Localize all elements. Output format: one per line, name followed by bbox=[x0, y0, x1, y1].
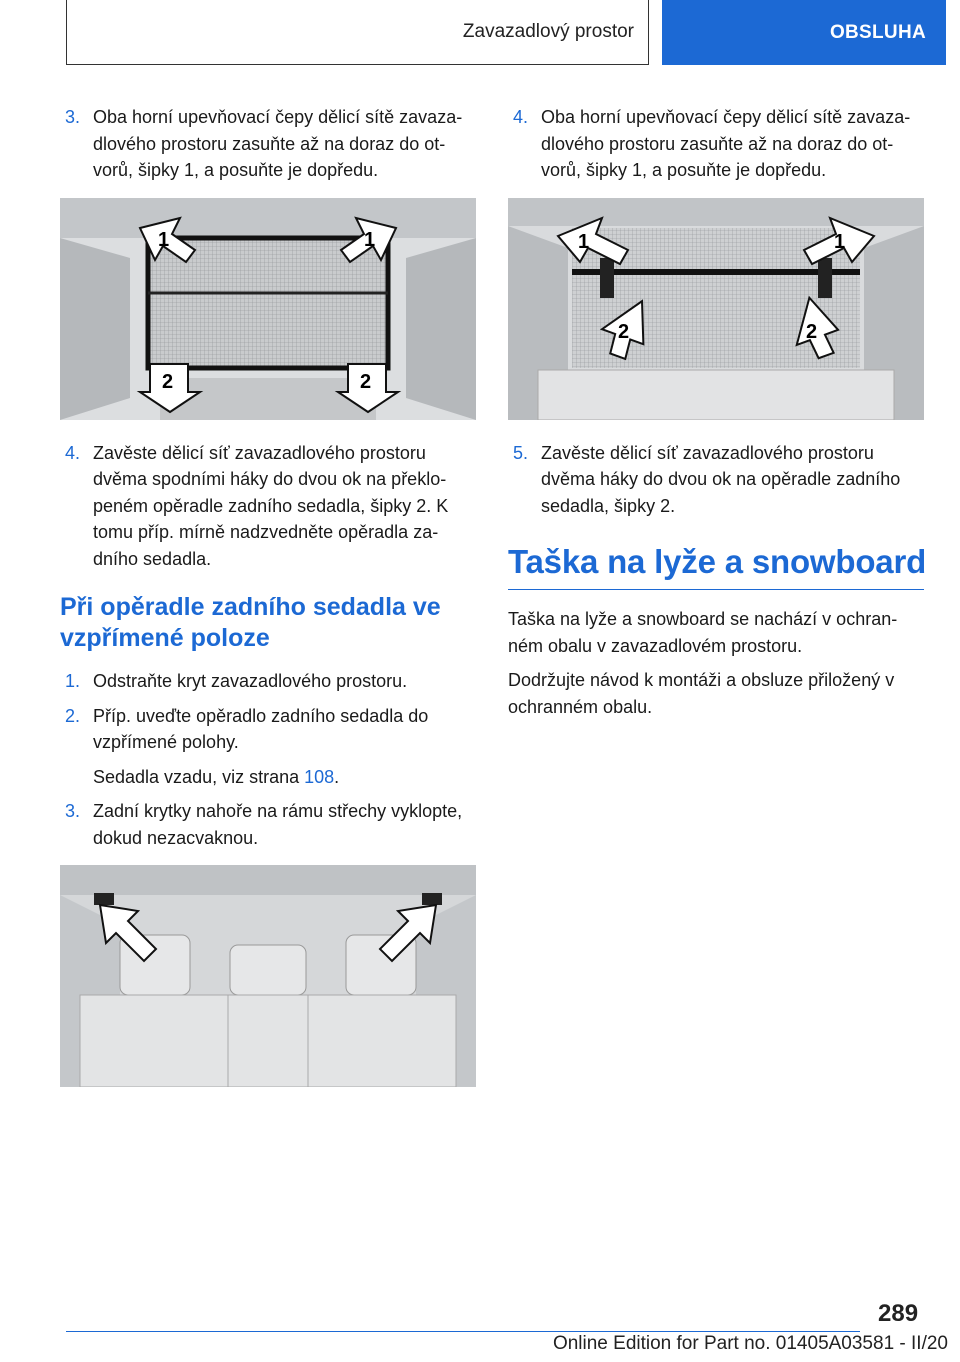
step-item bbox=[60, 668, 476, 695]
step-item bbox=[508, 440, 924, 520]
step-text: Zadní krytky nahoře na rámu střechy vyklopte, dokud nezacvaknou. bbox=[93, 801, 463, 848]
section-title: Zavazadlový prostor bbox=[462, 21, 634, 42]
step-text: Oba horní upevňovací čepy dělicí sítě zavazadlového prostoru zasuňte až na doraz do otvorů, šipky 1, a posuňte je dopředu. bbox=[93, 107, 463, 180]
arrow-label: 1 bbox=[158, 228, 170, 251]
right-column bbox=[508, 104, 927, 728]
header-chapter-box bbox=[662, 0, 946, 65]
chapter-heading: Taška na lyže a snowboard bbox=[508, 543, 924, 590]
arrow-label: 2 bbox=[162, 370, 174, 393]
section-heading: Při opěradle zadního sedadla ve vzpřímené poloze bbox=[60, 593, 441, 652]
reference-text: Sedadla vzadu, viz strana bbox=[93, 766, 305, 787]
cross-reference bbox=[60, 764, 476, 791]
cargo-net-illustration bbox=[60, 198, 476, 420]
step-text: Zavěste dělicí síť zavazadlového prostoru dvěma spodními háky do dvou ok na překlopeném opěradle zadního sedadla, šipky 2. K tomu příp. mírně nadzvedněte opěradla zadního sedadla. bbox=[93, 442, 449, 569]
step-number: 5. bbox=[513, 442, 529, 463]
arrow-label: 1 bbox=[578, 230, 590, 253]
edition-note: Online Edition for Part no. 01405A03581 - II/20 bbox=[552, 1333, 948, 1354]
arrow-label: 2 bbox=[806, 320, 818, 343]
step-item bbox=[60, 798, 476, 851]
roof-cover-illustration bbox=[60, 865, 476, 1087]
step-item bbox=[60, 703, 476, 756]
arrow-label: 2 bbox=[618, 320, 630, 343]
figure-roof-covers bbox=[60, 865, 476, 1087]
page-link[interactable]: 108 bbox=[304, 766, 335, 787]
step-text: Oba horní upevňovací čepy dělicí sítě zavazadlového prostoru zasuňte až na doraz do otvorů, šipky 1, a posuňte je dopředu. bbox=[541, 107, 911, 180]
step-number: 3. bbox=[65, 107, 81, 127]
step-number: 4. bbox=[513, 107, 529, 127]
step-number: 3. bbox=[65, 801, 81, 821]
step-text: Odstraňte kryt zavazadlového prostoru. bbox=[93, 671, 408, 691]
step-text: Zavěste dělicí síť zavazadlového prostoru dvěma háky do dvou ok na opěradle zadního sedadla, šipky 2. bbox=[541, 442, 901, 516]
step-number: 1. bbox=[65, 671, 81, 691]
header-section-box bbox=[66, 0, 649, 65]
step-item bbox=[60, 104, 476, 184]
arrow-label: 2 bbox=[360, 370, 372, 393]
figure-partition-net-upright bbox=[508, 198, 924, 420]
step-number: 4. bbox=[65, 442, 81, 463]
cargo-net-upright-illustration bbox=[508, 198, 924, 420]
chapter-title: OBSLUHA bbox=[829, 21, 926, 43]
figure-partition-net-folded bbox=[60, 198, 476, 420]
step-item bbox=[60, 440, 476, 573]
arrow-label: 1 bbox=[834, 230, 846, 253]
paragraph: Taška na lyže a snowboard se nachází v ochranném obalu v zavazadlovém prostoru. bbox=[508, 609, 898, 656]
reference-end: . bbox=[334, 766, 340, 787]
footer-divider bbox=[66, 1331, 860, 1332]
step-item bbox=[508, 104, 924, 184]
left-column bbox=[60, 104, 476, 1107]
paragraph: Dodržujte návod k montáži a obsluze přiložený v ochranném obalu. bbox=[508, 670, 895, 717]
step-text: Příp. uveďte opěradlo zadního sedadla do vzpřímené polohy. bbox=[93, 705, 429, 752]
arrow-label: 1 bbox=[364, 228, 376, 251]
step-number: 2. bbox=[65, 705, 81, 726]
page-number: 289 bbox=[878, 1300, 919, 1327]
